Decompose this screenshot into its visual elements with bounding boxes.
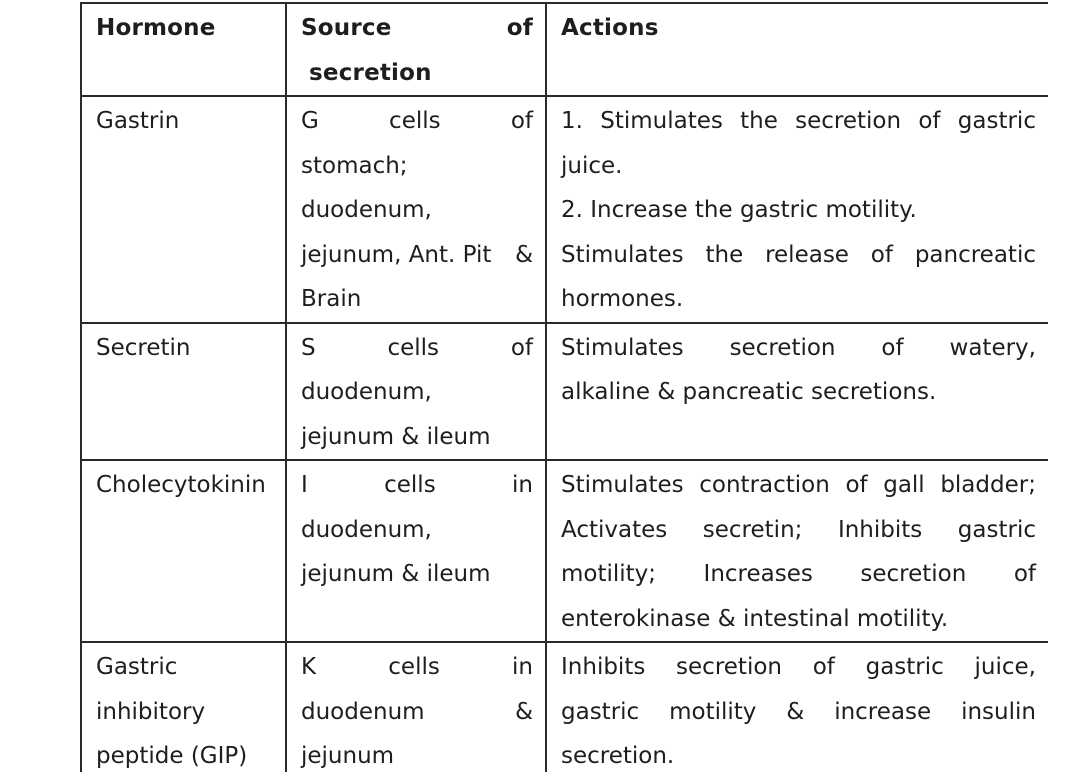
hormone-name-line: peptide (GIP) [96, 743, 248, 769]
table-row-cholecytokinin [81, 460, 1048, 642]
action-word: Stimulates [561, 241, 684, 268]
hormone-cell [81, 96, 286, 323]
action-word: of [845, 472, 868, 498]
action-word: of [918, 108, 941, 134]
action-word: gall [883, 472, 925, 498]
action-word: motility; [561, 561, 657, 587]
action-word: secretion [729, 334, 836, 361]
source-line [301, 233, 533, 278]
source-first-line [301, 645, 533, 690]
source-cell [286, 323, 546, 461]
header-of-word: of [506, 15, 533, 41]
action-word: release [765, 241, 849, 268]
hormone-cell [81, 323, 286, 461]
action-line [561, 463, 1036, 508]
action-word: Inhibits [837, 516, 923, 543]
action-word: Stimulates [600, 108, 723, 134]
action-line: secretion. [561, 743, 675, 769]
source-word: I [301, 472, 308, 498]
actions-cell [546, 460, 1048, 642]
source-word: S [301, 334, 316, 361]
action-word: of [881, 334, 904, 361]
action-line [561, 690, 1036, 735]
table-row-gastrin [81, 96, 1048, 323]
action-word: Increases [703, 561, 813, 587]
hormone-table [80, 2, 1048, 772]
header-source [286, 3, 546, 96]
action-word: gastric [561, 698, 640, 725]
source-word: of [510, 334, 533, 361]
source-word: of [510, 108, 533, 134]
source-word: jejunum, Ant. Pit [301, 241, 492, 268]
table-header-row [81, 3, 1048, 96]
header-actions: Actions [546, 3, 1048, 96]
hormone-cell [81, 642, 286, 772]
source-first-line [301, 463, 533, 508]
source-line: duodenum, [301, 516, 432, 543]
action-word: watery, [949, 334, 1036, 361]
action-word: contraction [699, 472, 830, 498]
action-word: gastric [957, 108, 1036, 134]
action-word: of [812, 654, 835, 680]
hormone-table-container [80, 2, 1048, 772]
source-first-line [301, 326, 533, 371]
action-line: hormones. [561, 286, 684, 312]
action-word: Stimulates [561, 334, 684, 361]
table-row-secretin [81, 323, 1048, 461]
action-line [561, 233, 1036, 278]
action-line [561, 508, 1036, 553]
source-word: K [301, 654, 317, 680]
actions-cell [546, 642, 1048, 772]
action-line [561, 326, 1036, 371]
action-word: increase [834, 698, 932, 725]
action-word: Activates [561, 516, 668, 543]
source-cell [286, 642, 546, 772]
source-line: jejunum & ileum [301, 423, 491, 450]
source-word: cells [388, 654, 440, 680]
action-word: the [740, 108, 778, 134]
action-word: secretion [795, 108, 902, 134]
source-word: in [512, 654, 533, 680]
action-word: bladder; [940, 472, 1036, 498]
header-source-line1 [301, 6, 533, 51]
action-line: enterokinase & intestinal motility. [561, 605, 949, 632]
action-word: motility [669, 698, 757, 725]
source-word: cells [387, 334, 439, 361]
action-word: secretion [676, 654, 782, 680]
source-word: G [301, 108, 319, 134]
action-line: alkaline & pancreatic secretions. [561, 379, 937, 405]
action-word: gastric [957, 516, 1036, 543]
hormone-name-line: Secretin [96, 334, 191, 361]
source-line [301, 690, 533, 735]
actions-cell [546, 323, 1048, 461]
hormone-name-line: Gastric [96, 654, 178, 680]
action-word: secretin; [702, 516, 803, 543]
hormone-name-line: inhibitory [96, 698, 206, 725]
source-word: & [515, 698, 533, 725]
source-word: cells [389, 108, 441, 134]
source-first-line [301, 99, 533, 144]
action-word: Inhibits [561, 654, 646, 680]
action-word: pancreatic [914, 241, 1036, 268]
source-cell [286, 460, 546, 642]
source-line: Brain [301, 286, 362, 312]
action-word: & [786, 698, 805, 725]
action-word: gastric [865, 654, 944, 680]
action-word: Stimulates [561, 472, 684, 498]
action-line [561, 552, 1036, 597]
action-word: 1. [561, 108, 583, 134]
action-word: of [870, 241, 893, 268]
source-word: & [515, 241, 533, 268]
action-word: insulin [961, 698, 1036, 725]
source-line: jejunum & ileum [301, 561, 491, 587]
source-line: stomach; [301, 152, 408, 179]
action-word: the [705, 241, 744, 268]
action-word: juice, [974, 654, 1036, 680]
action-line [561, 645, 1036, 690]
header-source-word: Source [301, 15, 392, 41]
source-word: in [512, 472, 533, 498]
source-line: jejunum [301, 743, 395, 769]
table-row-gip [81, 642, 1048, 772]
hormone-name-line: Gastrin [96, 108, 180, 134]
hormone-cell [81, 460, 286, 642]
source-line: duodenum, [301, 379, 432, 405]
action-line: juice. [561, 152, 623, 179]
header-hormone: Hormone [81, 3, 286, 96]
source-word: duodenum [301, 698, 425, 725]
source-cell [286, 96, 546, 323]
action-word: secretion [860, 561, 967, 587]
source-line: duodenum, [301, 197, 432, 223]
action-line [561, 99, 1036, 144]
action-line: 2. Increase the gastric motility. [561, 197, 917, 223]
actions-cell [546, 96, 1048, 323]
header-secretion-word: secretion [309, 59, 432, 86]
source-word: cells [384, 472, 436, 498]
hormone-name-line: Cholecytokinin [96, 472, 266, 498]
action-word: of [1013, 561, 1036, 587]
